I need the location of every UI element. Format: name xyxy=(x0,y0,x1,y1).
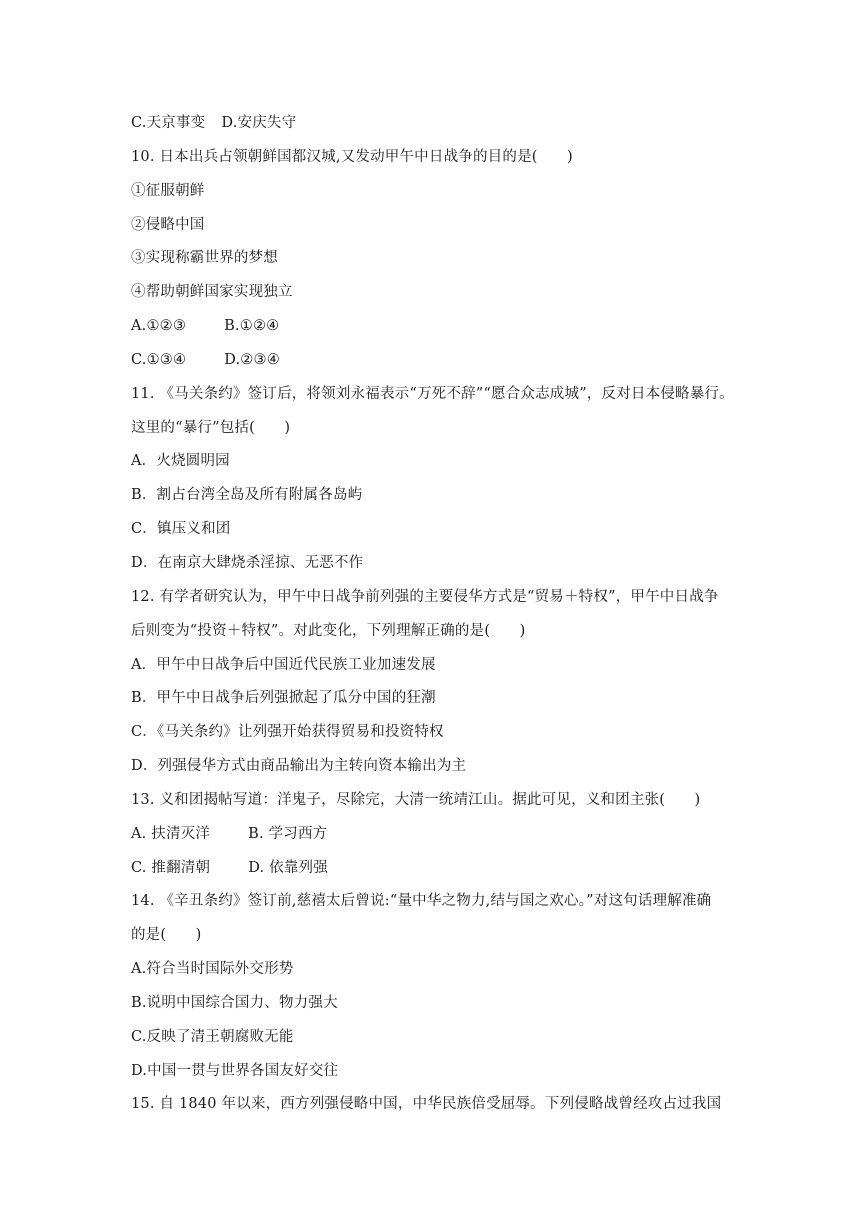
line-text: A．甲午中日战争后中国近代民族工业加速发展 xyxy=(131,656,436,673)
line-text: 12. 有学者研究认为，甲午中日战争前列强的主要侵华方式是“贸易＋特权”，甲午中日战争 xyxy=(131,588,719,605)
text-line xyxy=(131,107,741,141)
text-line xyxy=(131,953,741,987)
text-line xyxy=(131,445,741,479)
text-line xyxy=(131,412,741,446)
line-text: 14. 《辛丑条约》签订前,慈禧太后曾说:“量中华之物力,结与国之欢心。”对这句话理解准确 xyxy=(131,893,712,910)
document-body xyxy=(131,107,741,1122)
line-text: 15. 自 1840 年以来，西方列强侵略中国，中华民族倍受屈辱。下列侵略战曾经攻占过我国 xyxy=(131,1096,722,1113)
text-line xyxy=(131,1055,741,1089)
line-text: 后则变为“投资＋特权”。对此变化，下列理解正确的是( ) xyxy=(131,622,526,639)
line-text: 这里的“暴行”包括( ) xyxy=(131,419,291,436)
text-line xyxy=(131,141,741,175)
text-line xyxy=(131,818,741,852)
text-line xyxy=(131,310,741,344)
line-text: C.①③④ xyxy=(131,351,187,368)
text-line xyxy=(131,716,741,750)
text-line xyxy=(131,1088,741,1122)
text-line xyxy=(131,581,741,615)
line-text-option: D.②③④ xyxy=(224,351,280,368)
text-line xyxy=(131,750,741,784)
line-text: C．镇压义和团 xyxy=(131,521,231,538)
line-text: D．在南京大肆烧杀淫掠、无恶不作 xyxy=(131,554,364,571)
text-line xyxy=(131,615,741,649)
line-text: 11. 《马关条约》签订后，将领刘永福表示“万死不辞”“愿合众志成城”，反对日本侵略暴行。 xyxy=(131,385,734,402)
text-line xyxy=(131,344,741,378)
text-line xyxy=(131,919,741,953)
text-line xyxy=(131,276,741,310)
line-text: A．火烧圆明园 xyxy=(131,453,230,470)
text-line xyxy=(131,852,741,886)
line-text: A.符合当时国际外交形势 xyxy=(131,961,294,978)
line-text: A.①②③ xyxy=(131,318,187,335)
line-text: B.说明中国综合国力、物力强大 xyxy=(131,994,338,1011)
text-line xyxy=(131,175,741,209)
text-line xyxy=(131,513,741,547)
text-line xyxy=(131,649,741,683)
text-line xyxy=(131,479,741,513)
line-text: ①征服朝鲜 xyxy=(131,182,205,199)
line-text: B．割占台湾全岛及所有附属各岛屿 xyxy=(131,487,363,504)
line-text: 10. 日本出兵占领朝鲜国都汉城,又发动甲午中日战争的目的是( ) xyxy=(131,148,573,165)
line-text: ③实现称霸世界的梦想 xyxy=(131,250,278,267)
text-line xyxy=(131,885,741,919)
line-text: ②侵略中国 xyxy=(131,216,205,233)
line-text: A. 扶清灭洋 xyxy=(131,825,211,842)
text-line xyxy=(131,987,741,1021)
text-line xyxy=(131,378,741,412)
line-text: D．列强侵华方式由商品输出为主转向资本输出为主 xyxy=(131,758,467,775)
line-text: B．甲午中日战争后列强掀起了瓜分中国的狂潮 xyxy=(131,690,436,707)
text-line xyxy=(131,1021,741,1055)
line-text: C.天京事变 xyxy=(131,115,206,131)
line-text-option: D.安庆失守 xyxy=(221,115,297,131)
line-text-option: B.①②④ xyxy=(224,318,280,335)
text-line xyxy=(131,547,741,581)
text-line xyxy=(131,242,741,276)
text-line xyxy=(131,209,741,243)
line-text: 13. 义和团揭帖写道：洋鬼子，尽除完，大清一统靖江山。据此可见，义和团主张( ) xyxy=(131,791,701,808)
line-text: C. 推翻清朝 xyxy=(131,859,211,876)
line-text: C.反映了清王朝腐败无能 xyxy=(131,1028,294,1045)
text-line xyxy=(131,784,741,818)
line-text: D.中国一贯与世界各国友好交往 xyxy=(131,1062,339,1079)
line-text: ④帮助朝鲜国家实现独立 xyxy=(131,284,293,301)
line-text-option: D. 依靠列强 xyxy=(248,859,328,876)
text-line xyxy=(131,682,741,716)
line-text-option: B. 学习西方 xyxy=(248,825,328,842)
line-text: 的是( ) xyxy=(131,927,202,944)
line-text: C．《马关条约》让列强开始获得贸易和投资特权 xyxy=(131,724,444,741)
